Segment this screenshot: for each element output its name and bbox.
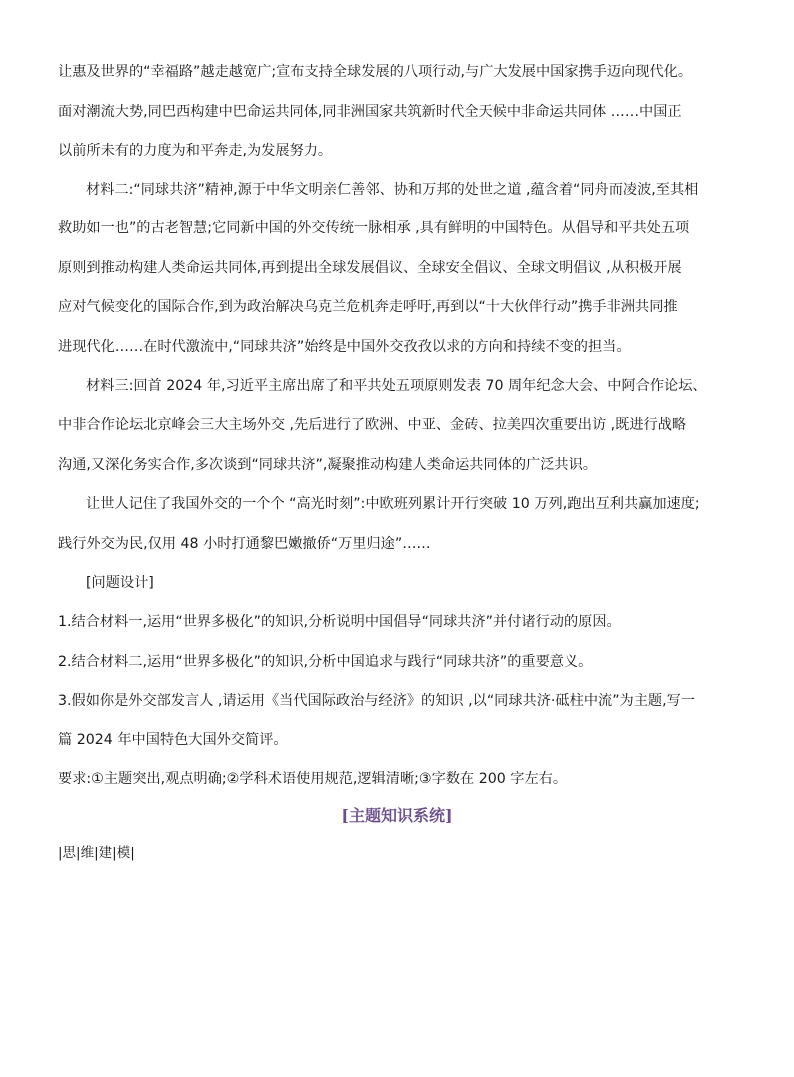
paragraph-line: 救助如一也”的古老智慧;它同新中国的外交传统一脉相承 ,具有鲜明的中国特色。从倡导和平共处五项	[58, 220, 690, 236]
paragraph-line: 原则到推动构建人类命运共同体,再到提出全球发展倡议、全球安全倡议、全球文明倡议 ,从积极开展	[58, 260, 682, 276]
question-2: 2.结合材料二,运用“世界多极化”的知识,分析中国追求与践行“同球共济”的重要意义。	[58, 654, 593, 670]
requirements-line: 要求:①主题突出,观点明确;②学科术语使用规范,逻辑清晰;③字数在 200 字左右。	[58, 771, 568, 787]
material-two-heading-line: 材料二:“同球共济”精神,源于中华文明亲仁善邻、协和万邦的处世之道 ,蕴含着“同舟而凌波,至其相	[86, 182, 699, 198]
section-title: [主题知识系统]	[341, 806, 453, 825]
question-1: 1.结合材料一,运用“世界多极化”的知识,分析说明中国倡导“同球共济”并付诸行动的原因。	[58, 614, 621, 630]
paragraph-line: 面对潮流大势,同巴西构建中巴命运共同体,同非洲国家共筑新时代全天候中非命运共同体 ……中国正	[58, 104, 682, 120]
paragraph-line: 中非合作论坛北京峰会三大主场外交 ,先后进行了欧洲、中亚、金砖、拉美四次重要出访 ,既进行战略	[58, 417, 687, 433]
paragraph-line: 篇 2024 年中国特色大国外交简评。	[58, 732, 288, 748]
paragraph-line: 让惠及世界的“幸福路”越走越宽广;宣布支持全球发展的八项行动,与广大发展中国家携手迈向现代化。	[58, 64, 693, 80]
paragraph-line: 应对气候变化的国际合作,到为政治解决乌克兰危机奔走呼吁,再到以“十大伙伴行动”携手非洲共同推	[58, 299, 678, 315]
paragraph-line: 进现代化……在时代激流中,“同球共济”始终是中国外交孜孜以求的方向和持续不变的担当。	[58, 339, 631, 355]
question-3: 3.假如你是外交部发言人 ,请运用《当代国际政治与经济》的知识 ,以“同球共济·砥柱中流”为主题,写一	[58, 693, 695, 709]
paragraph-line: 以前所未有的力度为和平奔走,为发展努力。	[58, 143, 333, 159]
material-three-heading-line: 材料三:回首 2024 年,习近平主席出席了和平共处五项原则发表 70 周年纪念大会、中阿合作论坛、	[86, 378, 707, 394]
paragraph-line: 让世人记住了我国外交的一个个 “高光时刻”:中欧班列累计开行突破 10 万列,跑出互利共赢加速度;	[86, 496, 700, 512]
paragraph-line: 沟通,又深化务实合作,多次谈到“同球共济”,凝聚推动构建人类命运共同体的广泛共识。	[58, 457, 597, 473]
paragraph-line: 践行外交为民,仅用 48 小时打通黎巴嫩撤侨“万里归途”……	[58, 536, 431, 552]
thinking-model-tag: |思|维|建|模|	[58, 845, 135, 861]
question-design-label: [问题设计]	[86, 575, 154, 591]
